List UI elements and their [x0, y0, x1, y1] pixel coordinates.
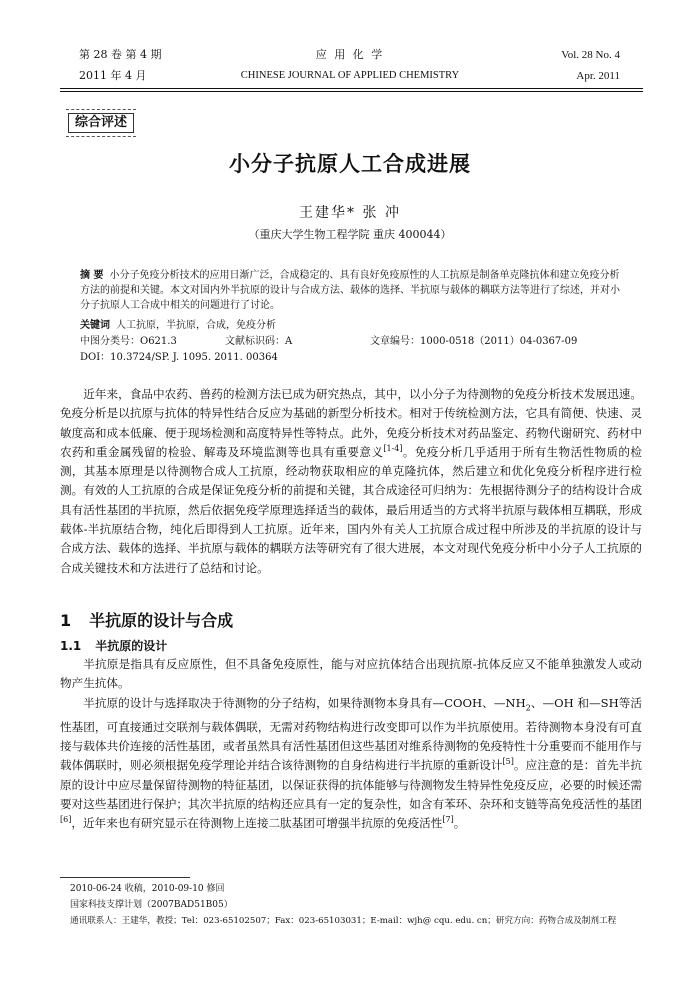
abstract-label: 摘 要: [80, 270, 104, 281]
keywords: [80, 318, 620, 333]
journal-title-cn: 应 用 化 学: [315, 48, 385, 61]
abstract-text: 小分子免疫分析技术的应用日渐广泛，合成稳定的、具有良好免疫原性的人工抗原是制备单克隆抗体和建立免疫分析方法的前提和关键。本文对国内外半抗原的设计与合成方法、载体的选择、半抗原与载体的耦联方法等进行了综述，并对小分子抗原人工合成中相关的问题进行了讨论。: [80, 270, 620, 311]
paragraph-hapten-design: 半抗原的设计与选择取决于待测物的分子结构，如果待测物本身具有—COOH、$—NH_2$、—OH 和—SH等活性基团，可直接通过交联剂与载体偶联，无需对药物结构进行改变即可以作为半抗原使用。若待测物本身没有可直接与载体共价连接的活性基团，或者虽然具有活性基团但这些基团对维系待测物的免疫特性十分重要而不能用作与载体偶联时，则必须根据免疫学理论并结合该待测物的自身结构进行半抗原的重新设计[5]。应注意的是：首先半抗原的设计中应尽量保留待测物的特征基团，以保证获得的抗体能够与待测物发生特异性免疫反应，必要的时候还需要对这些基团进行保护；其次半抗原的结构还应具有一定的复杂性，如含有苯环、杂环和支链等高免疫活性的基团[6]，近年来也有研究显示在待测物上连接二肽基团可增强半抗原的免疫活性[7]。: [60, 696, 643, 831]
date-cn: 2011 年 4 月: [79, 69, 147, 82]
header-rule: [60, 88, 643, 89]
paragraph-hapten-definition: 半抗原是指具有反应原性，但不具备免疫原性，能与对应抗体结合出现抗原-抗体反应又不能单独激发人或动物产生抗体。: [60, 657, 642, 691]
keywords-label: 关键词: [80, 320, 110, 331]
footnote-fund: 国家科技支撑计划（2007BAD51B05）: [70, 900, 233, 910]
authors: 王建华* 张 冲: [299, 205, 401, 221]
citation: [5]: [502, 757, 514, 767]
citation: [7]: [442, 815, 454, 825]
article-title: 小分子抗原人工合成进展: [229, 152, 471, 176]
volume-issue-en: Vol. 28 No. 4: [561, 49, 620, 61]
clc-number: 中图分类号：O621.3: [80, 336, 177, 347]
header-rule-thin: [60, 91, 643, 92]
subsection-heading-1-1: 1.1 半抗原的设计: [60, 639, 168, 653]
section-tag: 综合评述: [68, 113, 134, 133]
footnote-contact: 通讯联系人：王建华，教授；Tel：023-65102507；Fax：023-65103031；E-mail：wjh@ cqu. edu. cn；研究方向：药物合成及制剂工程: [70, 916, 617, 926]
affiliation: （重庆大学生物工程学院 重庆 400044）: [248, 228, 452, 241]
citation: [1-4]: [383, 444, 403, 454]
classification-line: [80, 334, 620, 349]
section-heading-1: 1 半抗原的设计与合成: [60, 611, 234, 630]
journal-title-en: CHINESE JOURNAL OF APPLIED CHEMISTRY: [240, 70, 460, 81]
doi: DOI：10.3724/SP. J. 1095. 2011. 00364: [80, 352, 278, 363]
date-en: Apr. 2011: [576, 70, 620, 82]
footnote-rule: [60, 877, 190, 878]
introduction-paragraph: 近年来，食品中农药、兽药的检测方法已成为研究热点，其中，以小分子为待测物的免疫分析技术发展迅速。免疫分析是以抗原与抗体的特异性结合反应为基础的新型分析技术。相对于传统检测方法，它具有简便、快速、灵敏度高和成本低廉、便于现场检测和高度特异性等特点。此外，免疫分析技术对药品鉴定、药物代谢研究、药材中农药和重金属残留的检验、解毒及环境监测等也具有重要意义[1-4]。免疫分析几乎适用于所有生物活性物质的检测，其基本原理是以待测物合成人工抗原，经动物获取相应的单克隆抗体，然后建立和优化免疫分析程序进行检测。有效的人工抗原的合成是保证免疫分析的前提和关键，其合成途径可归纳为：先根据待测分子的结构设计合成具有活性基团的半抗原，然后依据免疫学原理选择适当的载体，最后用适当的方式将半抗原与载体相互耦联，形成载体-半抗原结合物，纯化后即得到人工抗原。近年来，国内外有关人工抗原合成过程中所涉及的半抗原的设计与合成方法、载体的选择、半抗原与载体的耦联方法等研究有了很大进展，本文对现代免疫分析中小分子人工抗原的合成关键技术和方法进行了总结和讨论。: [60, 387, 642, 575]
article-number: 文章编号：1000-0518（2011）04-0367-09: [370, 336, 578, 347]
volume-issue-cn: 第 28 卷 第 4 期: [79, 48, 162, 61]
document-code: 文献标识码：A: [225, 336, 293, 347]
footnote-received: 2010-06-24 收稿，2010-09-10 修回: [70, 884, 225, 894]
citation: [6]: [60, 815, 72, 825]
abstract: [80, 268, 620, 313]
keywords-text: 人工抗原，半抗原，合成，免疫分析: [116, 320, 276, 331]
